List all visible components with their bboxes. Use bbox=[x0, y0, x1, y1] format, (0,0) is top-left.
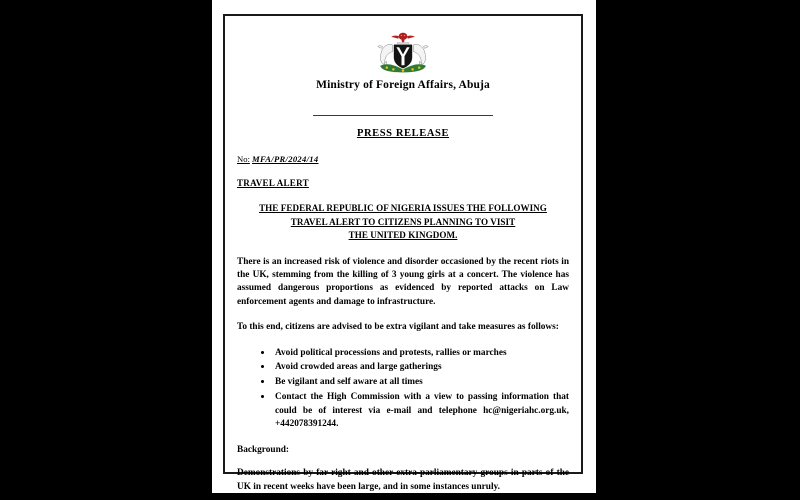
reference-number-line bbox=[237, 154, 569, 164]
horizontal-rule bbox=[313, 115, 493, 116]
advice-lead-paragraph: To this end, citizens are advised to be extra vigilant and take measures as follows: bbox=[237, 322, 559, 333]
header-divider bbox=[237, 103, 569, 121]
nigeria-coat-of-arms-icon bbox=[367, 31, 439, 73]
reference-value: MFA/PR/2024/14 bbox=[252, 154, 319, 164]
ministry-title: Ministry of Foreign Affairs, Abuja bbox=[316, 79, 490, 91]
list-item: • Contact the High Commission with a view to passing information that could be of interest via e-mail and telephone hc@nigeriahc.org.uk, +442078391244. bbox=[273, 390, 569, 431]
background-label: Background: bbox=[237, 445, 290, 456]
document-inner-border bbox=[223, 14, 583, 492]
list-item: • Avoid crowded areas and large gatherings bbox=[273, 360, 569, 374]
reference-label: No: bbox=[237, 154, 250, 164]
press-release-heading: PRESS RELEASE bbox=[356, 128, 450, 139]
travel-alert-label: TRAVEL ALERT bbox=[237, 178, 309, 188]
intro-paragraph: There is an increased risk of violence and disorder occasioned by the recent riots in the UK, stemming from the killing of 3 young girls at a concert. The violence has assumed dangerous proportions as evidenced by reported attacks on Law enforcement agents and damage to infrastructure. bbox=[237, 256, 569, 307]
headline-line-2: TRAVEL ALERT TO CITIZENS PLANNING TO VISIT bbox=[290, 216, 516, 227]
list-item: • Avoid political processions and protests, rallies or marches bbox=[273, 346, 569, 360]
headline-block bbox=[237, 202, 569, 243]
list-item: • Be vigilant and self aware at all times bbox=[273, 375, 569, 389]
coat-of-arms-container bbox=[237, 22, 569, 76]
document-content bbox=[237, 22, 569, 492]
document-page bbox=[212, 0, 596, 493]
headline-line-3: THE UNITED KINGDOM. bbox=[348, 230, 458, 240]
headline-line-1: THE FEDERAL REPUBLIC OF NIGERIA ISSUES THE FOLLOWING bbox=[259, 203, 547, 213]
measures-list bbox=[237, 346, 569, 432]
background-paragraph: Demonstrations by far right and other extra-parliamentary groups in parts of the UK in recent weeks have been large, and in some instances unruly. bbox=[237, 468, 569, 492]
